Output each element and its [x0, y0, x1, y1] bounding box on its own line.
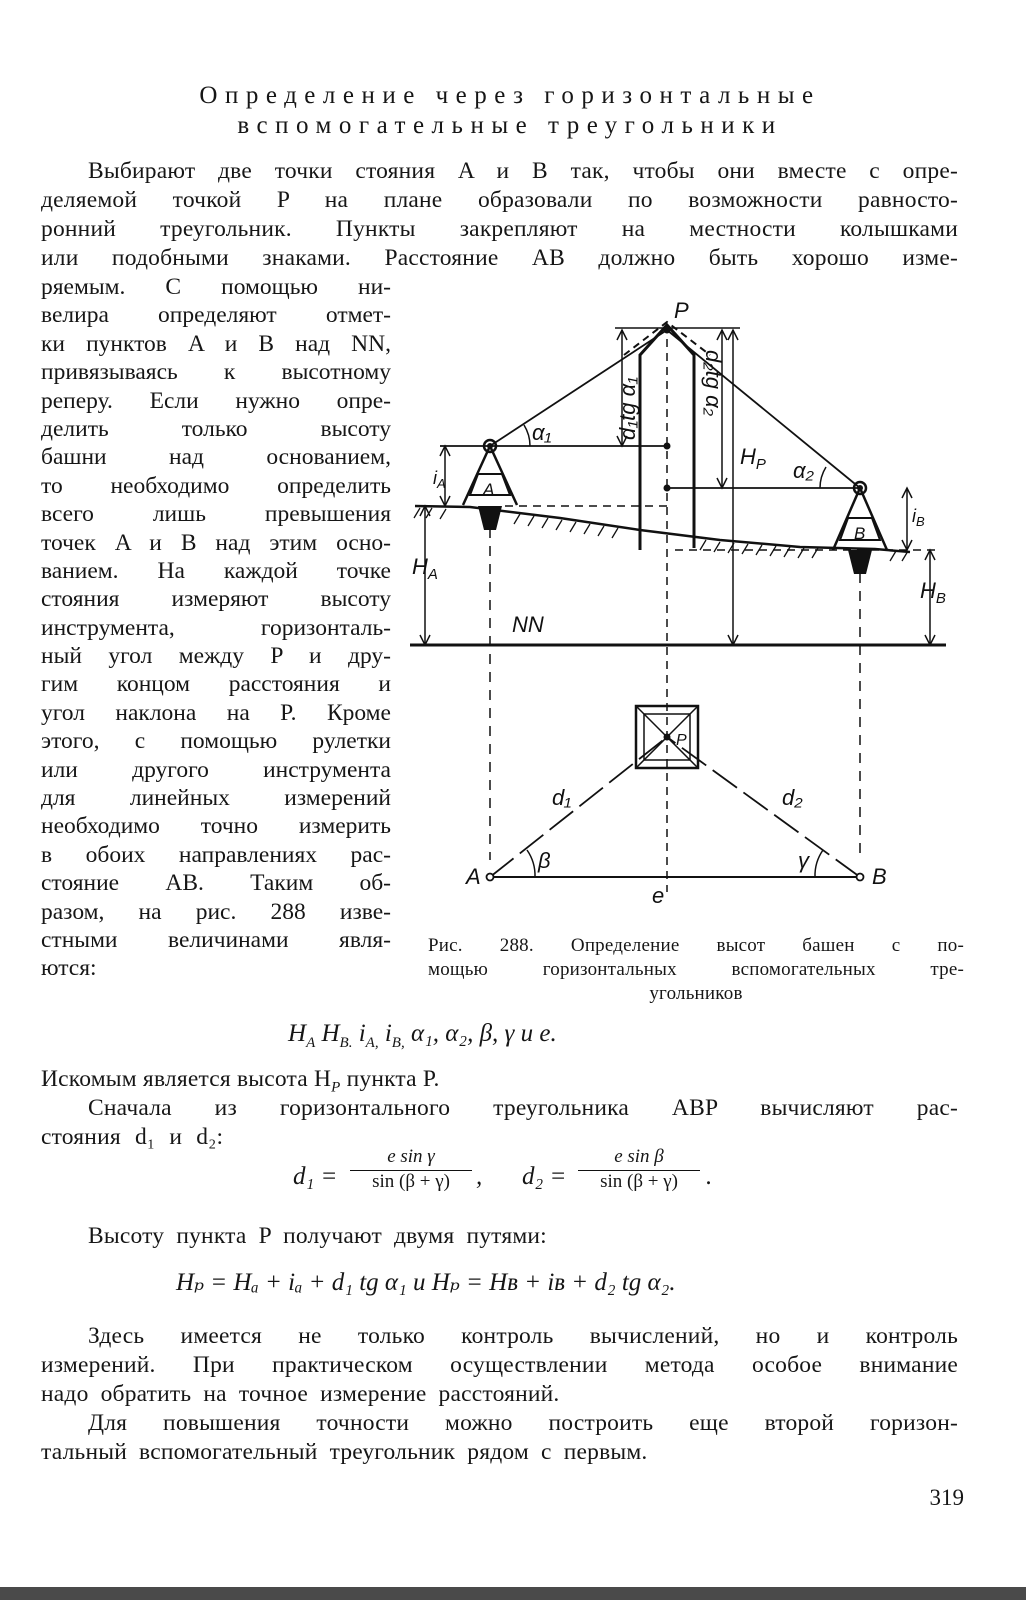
paragraph-line: стными величинами явля-	[41, 926, 391, 953]
label-gamma: γ	[798, 848, 809, 873]
label-NN: NN	[512, 612, 544, 637]
paragraph-line: гим концом расстояния и	[41, 671, 391, 698]
label-B-plan: B	[872, 864, 887, 889]
label-alpha-2: α₂	[793, 458, 814, 483]
paragraph-line: разом, на рис. 288 изве-	[41, 898, 391, 925]
paragraph-line: точек A и B над этим осно-	[41, 529, 391, 556]
paragraph-line: ронний треугольник. Пункты закрепляют на местности колышками	[41, 216, 958, 242]
formula-d2-numerator: e sin β	[614, 1146, 664, 1167]
paragraph-line: тальный вспомогательный треугольник рядом с первым.	[41, 1439, 648, 1465]
caption-line: угольников	[649, 983, 743, 1004]
sought-quantity-line: Искомым является высота $H_P$ пункта P.	[41, 1066, 440, 1096]
paragraph-line: башни над основанием,	[41, 444, 391, 471]
formula-period: .	[706, 1163, 713, 1190]
paragraph-line: измерений. При практическом осуществлении метода особое внимание	[41, 1352, 958, 1378]
paragraph-line: деляемой точкой P на плане образовали по возможности равносто-	[41, 187, 958, 213]
paragraph-line: стояние AB. Таким об-	[41, 870, 391, 897]
paragraph-line: Высоту пункта P получают двумя путями:	[88, 1223, 547, 1249]
label-A-plan: A	[466, 864, 481, 889]
paragraph-line: Для повышения точности можно построить еще второй горизон-	[88, 1410, 958, 1436]
paragraph-line: надо обратить на точное измерение расстояний.	[41, 1381, 560, 1407]
section-heading-line-1: Определение через горизонтальные	[199, 82, 821, 109]
formula-d2-denominator: sin (β + γ)	[578, 1170, 700, 1193]
paragraph-line: инструмента, горизонталь-	[41, 614, 391, 641]
label-P: P	[674, 298, 689, 323]
paragraph-line: Здесь имеется не только контроль вычислений, но и контроль	[88, 1323, 958, 1349]
label-i-A: $i_A$	[433, 468, 446, 491]
formula-d1-numerator: e sin γ	[387, 1146, 435, 1167]
paragraph-line: то необходимо определить	[41, 472, 391, 499]
page-number: 319	[929, 1485, 964, 1510]
formula-d2-lhs: d₂ =	[522, 1163, 567, 1190]
paragraph-line: стояния d₁ и d₂:	[41, 1124, 224, 1150]
formula-d1-denominator: sin (β + γ)	[350, 1170, 472, 1193]
label-H-B: $H_B$	[920, 578, 946, 607]
label-d1: d₁	[552, 785, 572, 810]
caption-line: Рис. 288. Определение высот башен с по-	[428, 935, 964, 956]
paragraph-line: или другого инструмента	[41, 756, 391, 783]
paragraph-line: ки пунктов A и B над NN,	[41, 330, 391, 357]
paragraph-line: реперу. Если нужно опре-	[41, 387, 391, 414]
label-d2: d₂	[782, 785, 803, 810]
label-beta: β	[538, 848, 551, 873]
known-quantities: $H_A$ $H_{B.}$ $i_{A,}$ $i_{B,}$ α₁, α₂, β, γ и e.	[288, 1020, 557, 1051]
paragraph-line: этого, с помощью рулетки	[41, 728, 391, 755]
paragraph-line: необходимо точно измерить	[41, 813, 391, 840]
caption-line: мощью горизонтальных вспомогательных тре-	[428, 959, 964, 980]
paragraph-line: Выбирают две точки стояния A и B так, чтобы они вместе с опре-	[88, 158, 958, 184]
label-H-A: $H_A$	[412, 554, 438, 583]
paragraph-line: всего лишь превышения	[41, 501, 391, 528]
label-d1-tg-a1: d₁tg α₁	[615, 376, 640, 440]
formula-d1-fraction	[350, 1146, 472, 1193]
paragraph-line: в обоих направлениях рас-	[41, 841, 391, 868]
paragraph-line: привязываясь к высотному	[41, 359, 391, 386]
label-alpha-1: α₁	[532, 420, 552, 445]
label-A-tripod: A	[483, 480, 495, 499]
label-e: e	[652, 883, 665, 908]
label-B-tripod: B	[854, 524, 866, 543]
paragraph-line: велира определяют отмет-	[41, 302, 391, 329]
figure-288-diagram	[405, 290, 965, 910]
wrapped-text-column	[41, 273, 391, 983]
formula-d2-fraction	[578, 1146, 700, 1193]
label-H-P: $H_P$	[740, 444, 766, 473]
paragraph-line: делить только высоту	[41, 415, 391, 442]
paragraph-line: ванием. На каждой точке	[41, 557, 391, 584]
paragraph-line: Сначала из горизонтального треугольника ABP вычисляют рас-	[88, 1095, 958, 1121]
paragraph-line: ный угол между P и дру-	[41, 643, 391, 670]
paragraph-line: стояния измеряют высоту	[41, 586, 391, 613]
formula-d1-lhs: d₁ =	[293, 1163, 338, 1190]
paragraph-line: или подобными знаками. Расстояние AB должно быть хорошо изме-	[41, 245, 958, 271]
paragraph-line: ются:	[41, 955, 97, 982]
label-P-plan: P	[676, 732, 687, 749]
section-heading-line-2: вспомогательные треугольники	[237, 112, 783, 139]
scan-bottom-edge	[0, 1587, 1026, 1600]
paragraph-line: ряемым. С помощью ни-	[41, 274, 391, 300]
label-d2-tg-a2: d₂tg α₂	[701, 350, 726, 417]
figure-caption	[428, 934, 964, 1006]
paragraph-line: угол наклона на P. Кроме	[41, 699, 391, 726]
formula-comma: ,	[476, 1163, 483, 1190]
paragraph-line: для линейных измерений	[41, 785, 391, 812]
formula-height-P: Hₚ = Hₐ + iₐ + d₁ tg α₁ и Hₚ = Hʙ + iʙ + d₂ tg α₂.	[176, 1269, 676, 1296]
label-i-B: $i_B$	[912, 506, 925, 529]
